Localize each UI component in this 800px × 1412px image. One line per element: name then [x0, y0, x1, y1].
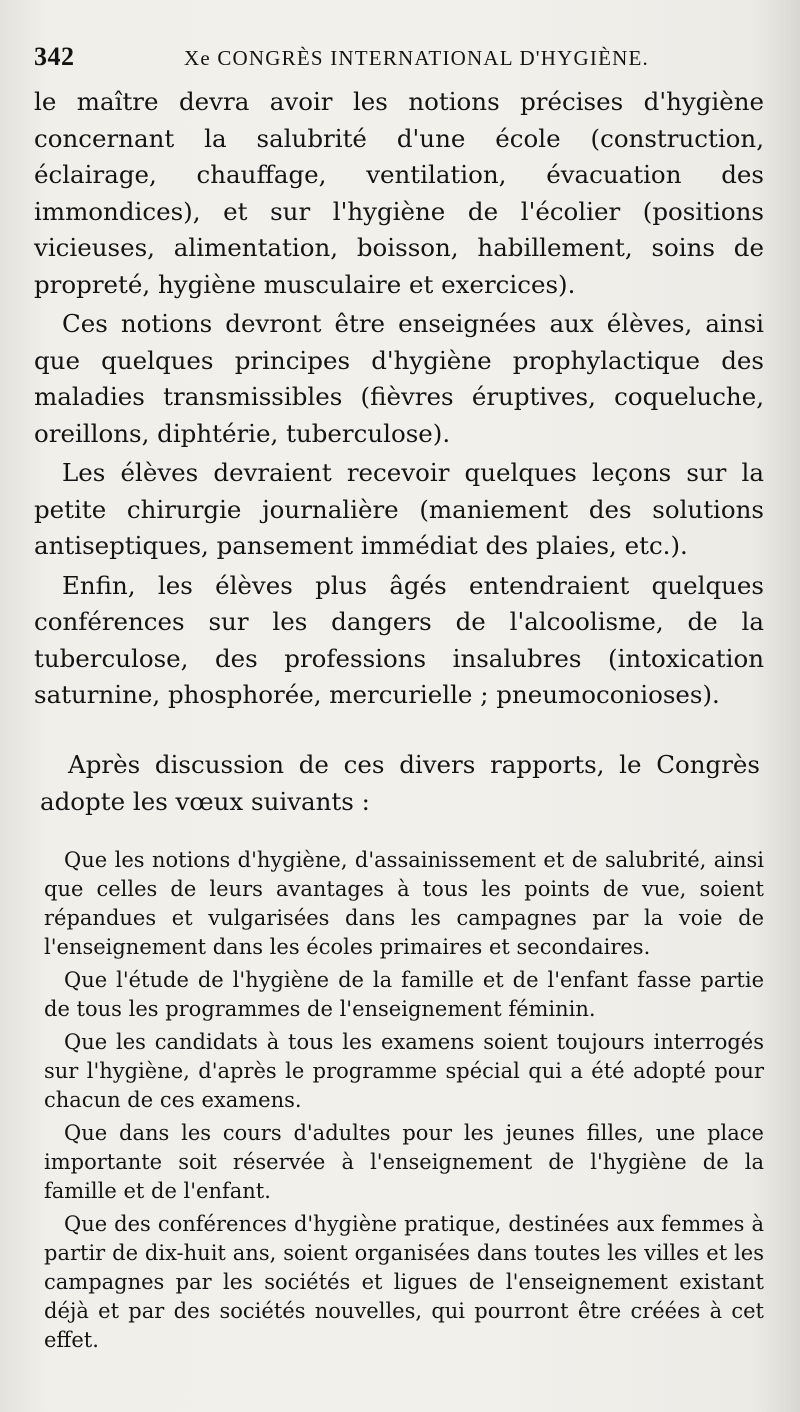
resolution-item: Que dans les cours d'adultes pour les jeunes filles, une place importante soit réservée à l'enseignement de l'hygiène de la famille et de l'enfant.	[44, 1121, 764, 1203]
paragraph-continuation: le maître devra avoir les notions précises d'hygiène concernant la salubrité d'une école (construction, éclairage, chauffage, ventilation, évacuation des immondices), et sur l'hygiène de l'écolier (positions vicieuses, alimentation, boisson, habillement, soins de propreté, hygiène musculaire et exercices).	[34, 87, 764, 299]
resolutions-list	[44, 846, 764, 1359]
page-number: 342	[34, 42, 75, 71]
body-text	[34, 84, 764, 714]
paragraph: Les élèves devraient recevoir quelques leçons sur la petite chirurgie journalière (maniement des solutions antiseptiques, pansement immédiat des plaies, etc.).	[34, 458, 764, 560]
congress-summary: Après discussion de ces divers rapports, le Congrès adopte les vœux suivants :	[40, 750, 760, 816]
resolution-item: Que l'étude de l'hygiène de la famille et de l'enfant fasse partie de tous les programmes de l'enseignement féminin.	[44, 968, 764, 1021]
running-title: Xe CONGRÈS INTERNATIONAL D'HYGIÈNE.	[184, 46, 649, 70]
resolution-item: Que les candidats à tous les examens soient toujours interrogés sur l'hygiène, d'après le programme spécial qui a été adopté pour chacun de ces examens.	[44, 1030, 764, 1112]
resolution-item: Que des conférences d'hygiène pratique, destinées aux femmes à partir de dix-huit ans, soient organisées dans toutes les villes et les campagnes par les sociétés et ligues de l'enseignement existant déjà et par des sociétés nouvelles, qui pourront être créées à cet effet.	[44, 1212, 764, 1352]
resolution-item: Que les notions d'hygiène, d'assainissement et de salubrité, ainsi que celles de leurs avantages à tous les points de vue, soient répandues et vulgarisées dans les campagnes par la voie de l'enseignement dans les écoles primaires et secondaires.	[44, 848, 764, 959]
page-header	[34, 42, 774, 74]
paragraph: Ces notions devront être enseignées aux élèves, ainsi que quelques principes d'hygiène prophylactique des maladies transmissibles (fièvres éruptives, coqueluche, oreillons, diphtérie, tuberculose).	[34, 309, 764, 448]
paragraph: Enfin, les élèves plus âgés entendraient quelques conférences sur les dangers de l'alcoolisme, de la tuberculose, des professions insalubres (intoxication saturnine, phosphorée, mercurielle ; pneumoconioses).	[34, 570, 764, 709]
